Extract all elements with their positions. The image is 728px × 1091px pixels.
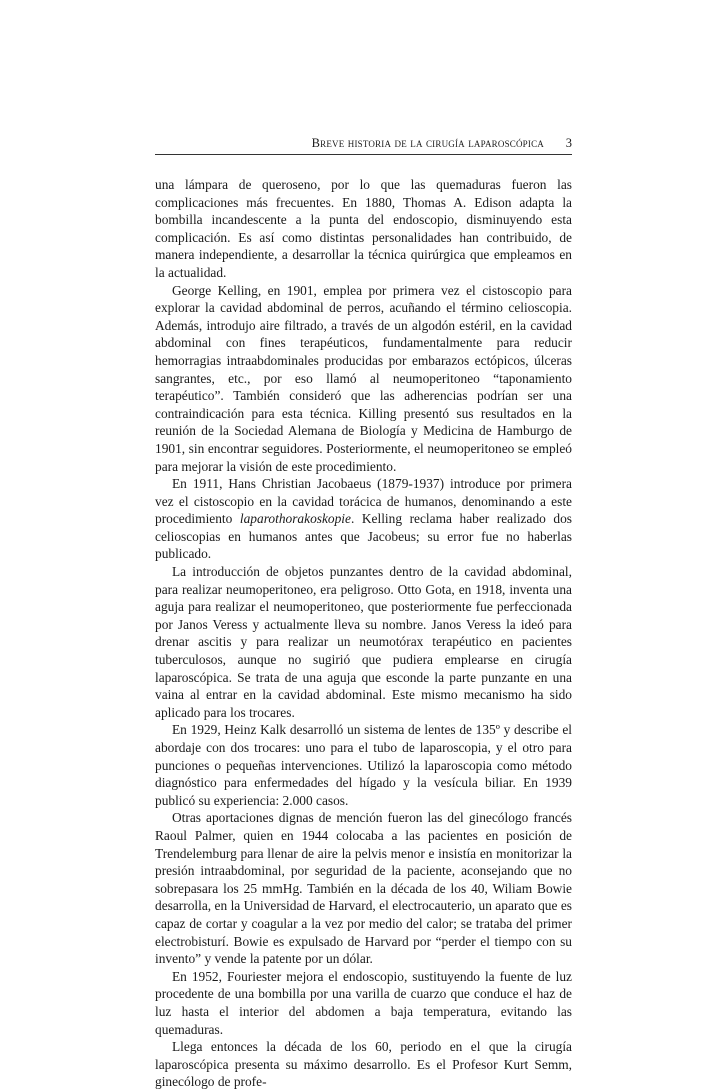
paragraph: George Kelling, en 1901, emplea por primera vez el cistoscopio para explorar la cavidad abdominal de perros, acuñando el término celioscopia. Además, introdujo aire filtrado, a través de un algodón estéril, en la cavidad abdominal con fines terapéuticos, fundamentalmente para reducir hemorragias intraabdominales producidas por embarazos ectópicos, úlceras sangrantes, etc., por eso llamó al neumoperitoneo “taponamiento terapéutico”. También consideró que las adherencias podrían ser una contraindicación para esta técnica. Killing presentó sus resultados en la reunión de la Sociedad Alemana de Biología y Medicina de Hamburgo de 1901, sin encontrar seguidores. Posteriormente, el neumoperitoneo se empleó para mejorar la visión de este procedimiento. (155, 282, 572, 474)
paragraph: Llega entonces la década de los 60, periodo en el que la cirugía laparoscópica presenta su máximo desarrollo. Es el Profesor Kurt Semm, ginecólogo de profe- (155, 1039, 572, 1090)
paragraph-emphasis: laparothorakoskopie (239, 511, 351, 527)
paragraph-text: . Kelling reclama haber realizado dos celioscopias en humanos antes que Jacobeus; su error fue no haberlas publicado. (155, 511, 572, 562)
paragraph: La introducción de objetos punzantes dentro de la cavidad abdominal, para realizar neumoperitoneo, era peligroso. Otto Gota, en 1918, inventa una aguja para realizar el neumoperitoneo, que posteriormente fue perfeccionada por Janos Veress y actualmente lleva su nombre. Janos Veress la ideó para drenar ascitis y para realizar un neumotórax terapéutico en pacientes tuberculosos, aunque no sugirió que pudiera emplearse en cirugía laparoscópica. Se trata de una aguja que esconde la parte punzante en una vaina al entrar en la cavidad abdominal. Este mismo mecanismo ha sido aplicado para los trocares. (155, 564, 572, 720)
paragraph-text: En 1911, Hans Christian Jacobaeus (1879-1937) introduce por primera vez el cistoscopio en la cavidad torácica de humanos, denominando a este procedimiento (155, 476, 572, 527)
paragraph: En 1929, Heinz Kalk desarrolló un sistema de lentes de 135º y describe el abordaje con dos trocares: uno para el tubo de laparoscopia, y el otro para punciones o pequeñas intervenciones. Utilizó la laparoscopia como método diagnóstico para enfermedades del hígado y la vesícula biliar. En 1939 publicó su experiencia: 2.000 casos. (155, 722, 572, 808)
header-rule (155, 154, 572, 155)
running-header (155, 136, 572, 150)
paragraph: Otras aportaciones dignas de mención fueron las del ginecólogo francés Raoul Palmer, quien en 1944 colocaba a las pacientes en posición de Trendelemburg para llenar de aire la pelvis menor e insistía en monitorizar la presión intraabdominal, por seguridad de la paciente, aconsejando que no sobrepasara los 25 mmHg. También en la década de los 40, Wiliam Bowie desarrolla, en la Universidad de Harvard, el electrocauterio, un aparato que es capaz de cortar y coagular a la vez por medio del calor; se trataba del primer electrobisturí. Bowie es expulsado de Harvard por “perder el tiempo con su invento” y vende la patente por un dólar. (155, 810, 572, 967)
running-header-title: Breve historia de la cirugía laparoscópica (311, 136, 544, 150)
paragraph: una lámpara de queroseno, por lo que las quemaduras fueron las complicaciones más frecuentes. En 1880, Thomas A. Edison adapta la bombilla incandescente a la punta del endoscopio, disminuyendo esta complicación. Es así como distintas personalidades han contribuido, de manera independiente, a desarrollar la técnica quirúrgica que empleamos en la actualidad. (155, 177, 572, 280)
paragraph (155, 475, 572, 563)
page-number: 3 (565, 136, 572, 150)
body-text (155, 176, 572, 1091)
paragraph: En 1952, Fouriester mejora el endoscopio, sustituyendo la fuente de luz procedente de una bombilla por una varilla de cuarzo que conduce el haz de luz hasta el interior del abdomen a baja temperatura, evitando las quemaduras. (155, 968, 572, 1037)
